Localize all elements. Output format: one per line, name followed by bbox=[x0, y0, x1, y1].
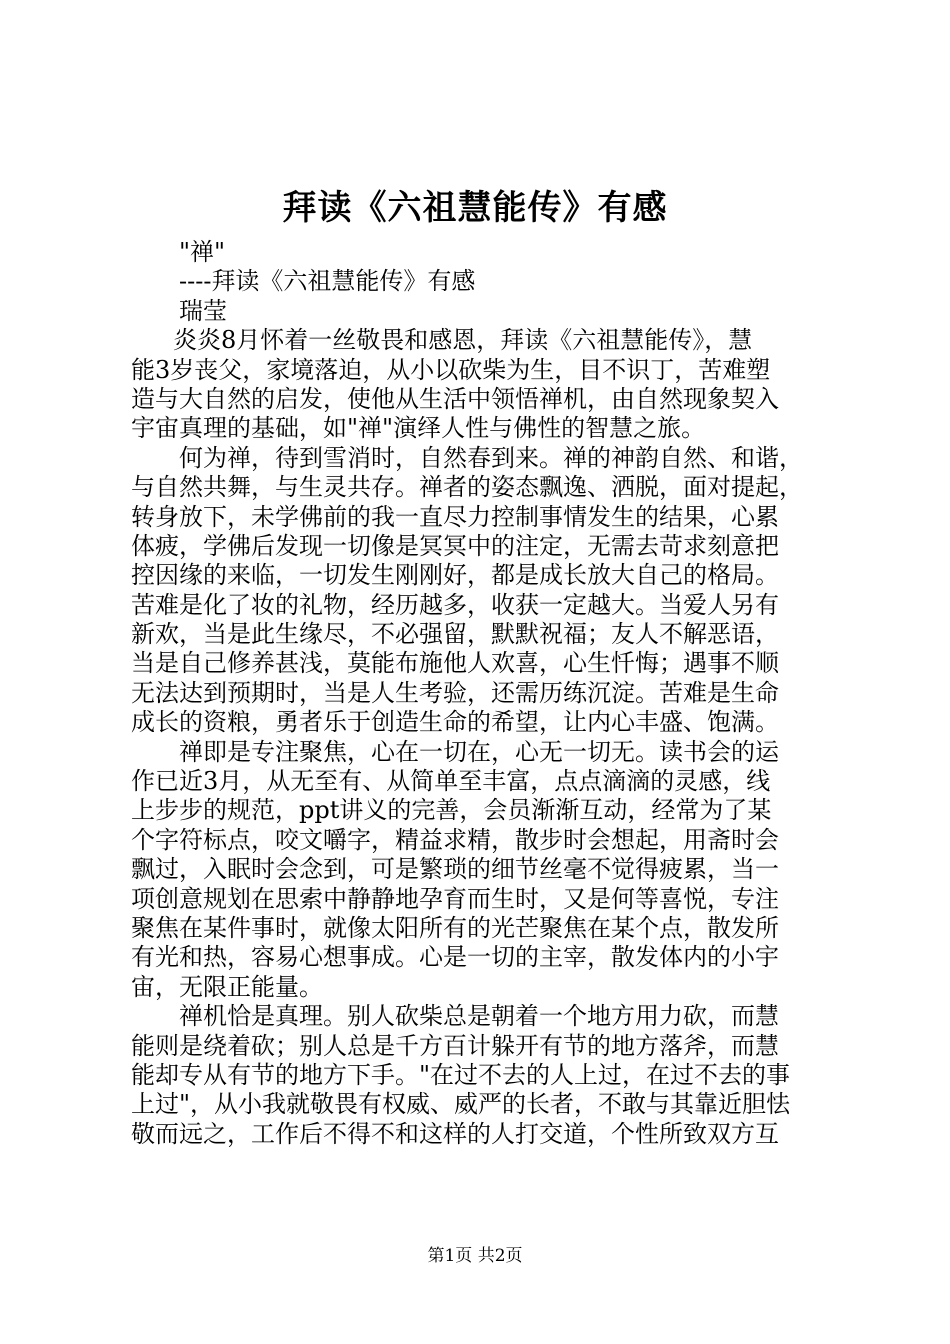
paragraph-line: 无法达到预期时，当是人生考验，还需历练沉淀。苦难是生命 bbox=[131, 678, 779, 707]
paragraph-line: 与自然共舞，与生灵共存。禅者的姿态飘逸、洒脱，面对提起， bbox=[131, 473, 803, 502]
paragraph-line: 成长的资粮，勇者乐于创造生命的希望，让内心丰盛、饱满。 bbox=[131, 708, 779, 737]
paragraph-line: 炎炎8月怀着一丝敬畏和感恩，拜读《六祖慧能传》，慧 bbox=[173, 326, 753, 355]
author-name: 瑞莹 bbox=[179, 296, 227, 325]
paragraph-line: 作已近3月，从无至有、从简单至丰富，点点滴滴的灵感，线 bbox=[131, 767, 771, 796]
document-body bbox=[131, 238, 833, 1149]
paragraph-line: 何为禅，待到雪消时，自然春到来。禅的神韵自然、和谐， bbox=[179, 443, 803, 472]
paragraph-4 bbox=[131, 1002, 833, 1149]
paragraph-line: 新欢，当是此生缘尽，不必强留，默默祝福；友人不解恶语， bbox=[131, 620, 779, 649]
paragraph-line: 宙，无限正能量。 bbox=[131, 972, 323, 1001]
paragraph-line: 转身放下，未学佛前的我一直尽力控制事情发生的结果，心累 bbox=[131, 502, 779, 531]
paragraph-line: 有光和热，容易心想事成。心是一切的主宰，散发体内的小宇 bbox=[131, 943, 779, 972]
paragraph-line: 宇宙真理的基础，如"禅"演绎人性与佛性的智慧之旅。 bbox=[131, 414, 706, 443]
page-number-footer: 第1页 共2页 bbox=[427, 1246, 523, 1266]
paragraph-line: 敬而远之，工作后不得不和这样的人打交道，个性所致双方互 bbox=[131, 1119, 779, 1148]
paragraph-2 bbox=[131, 444, 833, 738]
paragraph-line: 禅机恰是真理。别人砍柴总是朝着一个地方用力砍，而慧 bbox=[179, 1002, 779, 1031]
paragraph-line: 能却专从有节的地方下手。"在过不去的人上过，在过不去的事 bbox=[131, 1060, 791, 1089]
subtitle-line: ----拜读《六祖慧能传》有感 bbox=[179, 267, 476, 296]
document-title: 拜读《六祖慧能传》有感 bbox=[282, 188, 668, 228]
paragraph-line: 上步步的规范，ppt讲义的完善，会员渐渐互动，经常为了某 bbox=[131, 796, 772, 825]
paragraph-line: 体疲，学佛后发现一切像是冥冥中的注定，无需去苛求刻意把 bbox=[131, 531, 779, 560]
paragraph-line: 能3岁丧父，家境落迫，从小以砍柴为生，目不识丁，苦难塑 bbox=[131, 355, 771, 384]
paragraph-line: 苦难是化了妆的礼物，经历越多，收获一定越大。当爱人另有 bbox=[131, 590, 779, 619]
paragraph-line: 上过"，从小我就敬畏有权威、威严的长者，不敢与其靠近胆怯 bbox=[131, 1090, 791, 1119]
paragraph-line: 造与大自然的启发，使他从生活中领悟禅机，由自然现象契入 bbox=[131, 384, 779, 413]
paragraph-line: 聚焦在某件事时，就像太阳所有的光芒聚焦在某个点，散发所 bbox=[131, 913, 779, 942]
paragraph-3 bbox=[131, 738, 833, 1003]
paragraph-line: 当是自己修养甚浅，莫能布施他人欢喜，心生忏悔；遇事不顺 bbox=[131, 649, 779, 678]
subtitle-quote: "禅" bbox=[179, 238, 226, 266]
paragraph-1 bbox=[131, 326, 833, 444]
paragraph-line: 个字符标点，咬文嚼字，精益求精，散步时会想起，用斋时会 bbox=[131, 825, 779, 854]
paragraph-line: 禅即是专注聚焦，心在一切在，心无一切无。读书会的运 bbox=[179, 737, 779, 766]
paragraph-line: 飘过，入眠时会念到，可是繁琐的细节丝毫不觉得疲累，当一 bbox=[131, 855, 779, 884]
paragraph-line: 能则是绕着砍；别人总是千方百计躲开有节的地方落斧，而慧 bbox=[131, 1031, 779, 1060]
paragraph-line: 控因缘的来临，一切发生刚刚好，都是成长放大自己的格局。 bbox=[131, 561, 779, 590]
paragraph-line: 项创意规划在思索中静静地孕育而生时，又是何等喜悦，专注 bbox=[131, 884, 779, 913]
